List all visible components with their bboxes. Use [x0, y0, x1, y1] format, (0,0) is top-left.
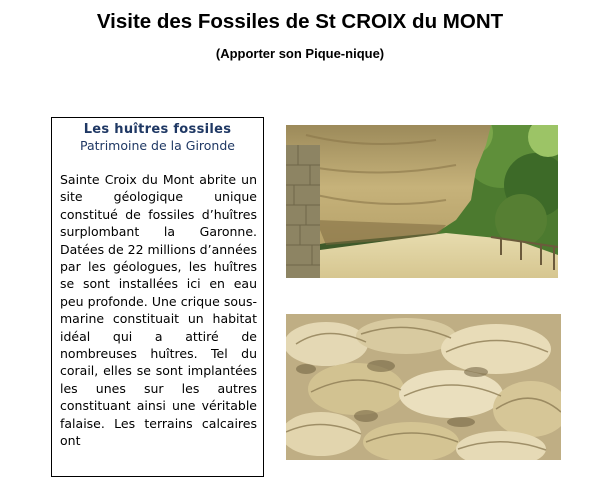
info-box: [51, 117, 264, 477]
info-box-subheading: Patrimoine de la Gironde: [80, 138, 235, 153]
cliff-photo: [286, 125, 558, 278]
fossil-oysters-photo: [286, 314, 561, 460]
info-box-body: Sainte Croix du Mont abrite un site géologique unique constitué de fossiles d’huîtres surplombant la Garonne. Datées de 22 millions d’années par les géologues, les huîtres se sont installées ici en eau peu profonde. Une crique sous-marine constituait un habitat idéal qui a attiré de nombreuses huîtres. Tel du corail, elles se sont implantées les unes sur les autres constituant ainsi une véritable falaise. Les terrains calcaires ont: [60, 172, 257, 449]
page-subtitle: (Apporter son Pique-nique): [215, 46, 385, 61]
page-title: Visite des Fossiles de St CROIX du MONT: [96, 10, 504, 33]
info-box-heading: Les huîtres fossiles: [83, 122, 232, 137]
